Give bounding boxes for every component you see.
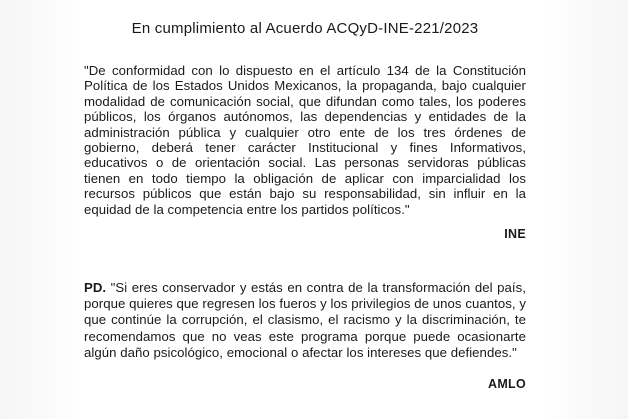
left-margin-shade (0, 0, 78, 419)
amlo-signature: AMLO (488, 377, 526, 391)
ine-signature: INE (504, 227, 526, 241)
pd-text: "Si eres conservador y estás en contra de la transformación del país, porque quieres que regresen los fueros y los privilegios de unos cuantos, y que continúe la corrupción, el clasismo, el racismo y la discriminación, te recomendamos que no veas este programa porque puede ocasionarte algún daño psicológico, emocional o afectar los intereses que defiendes." (84, 280, 526, 360)
right-margin-shade (546, 0, 628, 419)
pd-paragraph (84, 280, 526, 361)
agreement-title: En cumplimiento al Acuerdo ACQyD-INE-221/2023 (131, 20, 479, 37)
notice-document (84, 0, 526, 419)
ine-legal-quote: "De conformidad con lo dispuesto en el artículo 134 de la Constitución Política de los Estados Unidos Mexicanos, la propaganda, bajo cualquier modalidad de comunicación social, que difundan como tales, los poderes públicos, los órganos autónomos, las dependencias y entidades de la administración pública y cualquier otro ente de los tres órdenes de gobierno, deberá tener carácter Institucional y fines Informativos, educativos o de orientación social. Las personas servidoras públicas tienen en todo tiempo la obligación de aplicar con imparcialidad los recursos públicos que están bajo su responsabilidad, sin influir en la equidad de la competencia entre los partidos políticos." (84, 63, 526, 217)
pd-label: PD. (84, 280, 107, 295)
